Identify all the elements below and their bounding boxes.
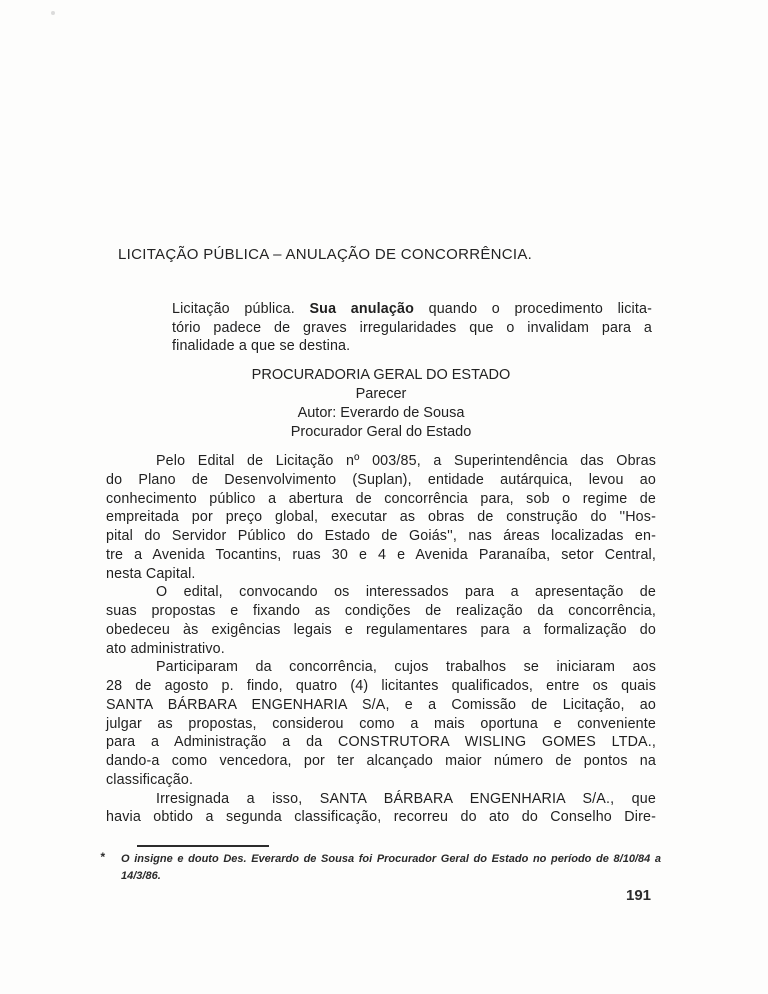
text-line: Irresignada a isso, SANTA BÁRBARA ENGENHARIA S/A., que <box>156 790 656 807</box>
summary-block <box>172 300 652 356</box>
summary-line: tório padece de graves irregularidades que o invalidam para a <box>172 319 652 336</box>
author-line: Autor: Everardo de Sousa <box>297 405 465 421</box>
footnote-rule <box>137 845 269 847</box>
summary-emphasis: Sua anulação <box>309 301 414 317</box>
text-line: classificação. <box>106 771 194 788</box>
text-line: dando-a como vencedora, por ter alcançado maior número de pontos na <box>106 753 656 769</box>
summary-line <box>172 300 652 319</box>
text-line: ato administrativo. <box>106 640 225 657</box>
text-line: pital do Servidor Público do Estado de Goiás'', nas áreas localizadas en- <box>106 528 656 544</box>
heading-block <box>106 366 656 442</box>
footnote <box>121 851 661 885</box>
org-name: PROCURADORIA GERAL DO ESTADO <box>251 367 511 383</box>
text-line: empreitada por preço global, executar as obras de construção do ''Hos- <box>106 509 656 526</box>
text-line: Participaram da concorrência, cujos trabalhos se iniciaram aos <box>156 659 656 676</box>
body-text <box>106 452 656 827</box>
text-line: conhecimento público a abertura de concorrência para, sob o regime de <box>106 490 656 507</box>
text-line: suas propostas e fixando as condições de realização da concorrência, <box>106 603 656 619</box>
footnote-marker: * <box>100 850 105 864</box>
page-number: 191 <box>626 887 652 904</box>
text-line: SANTA BÁRBARA ENGENHARIA S/A, e a Comissão de Licitação, ao <box>106 696 656 713</box>
page-title: LICITAÇÃO PÚBLICA – ANULAÇÃO DE CONCORRÊNCIA. <box>118 246 533 263</box>
footnote-line: O insigne e douto Des. Everardo de Sousa foi Procurador Geral do Estado no período de 8/10/84 a <box>121 853 661 865</box>
text-line: para a Administração a da CONSTRUTORA WISLING GOMES LTDA., <box>106 734 656 751</box>
text-line: 28 de agosto p. findo, quatro (4) licitantes qualificados, entre os quais <box>106 678 656 694</box>
document-type: Parecer <box>355 386 407 402</box>
text-line: nesta Capital. <box>106 565 196 582</box>
author-title: Procurador Geral do Estado <box>290 424 472 440</box>
summary-text: quando o procedimento licita- <box>413 301 652 317</box>
text-line: obedeceu às exigências legais e regulamentares para a formalização do <box>106 621 656 638</box>
text-line: havia obtido a segunda classificação, recorreu do ato do Conselho Dire- <box>106 809 656 826</box>
summary-line: finalidade a que se destina. <box>172 338 351 355</box>
text-line: O edital, convocando os interessados para a apresentação de <box>156 584 656 601</box>
text-line: julgar as propostas, considerou como a mais oportuna e conveniente <box>106 715 656 732</box>
text-line: Pelo Edital de Licitação nº 003/85, a Superintendência das Obras <box>156 453 656 469</box>
text-line: tre a Avenida Tocantins, ruas 30 e 4 e Avenida Paranaíba, setor Central, <box>106 546 656 563</box>
summary-text: Licitação pública. <box>172 301 310 317</box>
footnote-line: 14/3/86. <box>121 870 161 882</box>
scan-speck <box>51 11 55 15</box>
text-line: do Plano de Desenvolvimento (Suplan), entidade autárquica, levou ao <box>106 471 656 488</box>
